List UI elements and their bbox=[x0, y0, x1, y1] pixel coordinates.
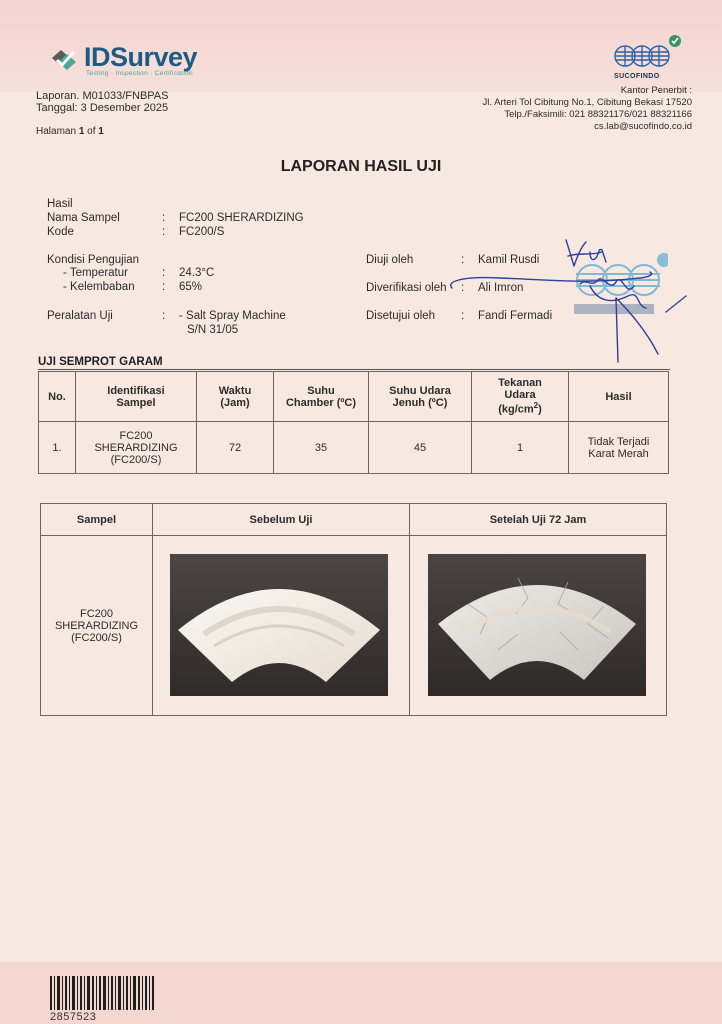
kode-label: Kode bbox=[47, 226, 74, 238]
temperatur-value: 24.3°C bbox=[179, 267, 215, 279]
kelembaban-label: - Kelembaban bbox=[63, 281, 135, 293]
idsurvey-tagline: Testing · Inspection · Certification bbox=[86, 70, 193, 77]
issuer-address: Jl. Arteri Tol Cibitung No.1, Cibitung Bekasi 17520 bbox=[482, 97, 692, 108]
sucofindo-brand: SUCOFINDO bbox=[614, 73, 660, 80]
header-suhu-chamber: Suhu Chamber (ºC) bbox=[274, 372, 369, 422]
header-identifikasi: Identifikasi Sampel bbox=[76, 372, 197, 422]
kode-value: FC200/S bbox=[179, 226, 225, 238]
sucofindo-leaf-icon bbox=[668, 34, 682, 48]
report-title: LAPORAN HASIL UJI bbox=[280, 158, 442, 175]
cell-suhu-udara: 45 bbox=[369, 422, 472, 474]
cell-sampel: FC200 SHERARDIZING (FC200/S) bbox=[76, 422, 197, 474]
colon: : bbox=[162, 310, 166, 322]
issuer-email: cs.lab@sucofindo.co.id bbox=[594, 121, 692, 132]
header-sebelum: Sebelum Uji bbox=[153, 504, 410, 536]
header-tekanan: Tekanan Udara $(kg/cm^2)$ bbox=[472, 372, 569, 422]
sucofindo-logo-icon bbox=[614, 43, 670, 69]
header-suhu-udara: Suhu Udara Jenuh (ºC) bbox=[369, 372, 472, 422]
peralatan-value: - Salt Spray Machine bbox=[179, 310, 286, 322]
photo-header-row bbox=[41, 504, 667, 536]
diuji-label: Diuji oleh bbox=[366, 254, 414, 266]
issuer-phone: Telp./Faksimili: 021 88321176/021 88321166 bbox=[504, 109, 692, 120]
diverifikasi-label: Diverifikasi oleh bbox=[366, 282, 447, 294]
peralatan-serial: S/N 31/05 bbox=[187, 324, 239, 336]
cell-photo-sampel: FC200 SHERARDIZING (FC200/S) bbox=[41, 536, 153, 716]
before-test-photo bbox=[170, 554, 388, 696]
table-row bbox=[39, 422, 669, 474]
colon: : bbox=[461, 310, 465, 322]
hasil-label: Hasil bbox=[47, 198, 73, 210]
page-indicator: Halaman 1 of 1 bbox=[36, 126, 104, 137]
table-header-row bbox=[39, 372, 669, 422]
nama-sampel-label: Nama Sampel bbox=[47, 212, 120, 224]
barcode bbox=[50, 976, 154, 1010]
colon: : bbox=[461, 282, 465, 294]
diuji-value: Kamil Rusdi bbox=[478, 254, 540, 266]
handwritten-signatures bbox=[440, 222, 710, 364]
cell-tekanan: 1 bbox=[472, 422, 569, 474]
report-date: Tanggal: 3 Desember 2025 bbox=[36, 102, 169, 114]
diverifikasi-value: Ali Imron bbox=[478, 282, 524, 294]
colon: : bbox=[162, 281, 166, 293]
cell-hasil: Tidak Terjadi Karat Merah bbox=[569, 422, 669, 474]
barcode-number: 2857523 bbox=[50, 1011, 97, 1023]
header-hasil: Hasil bbox=[569, 372, 669, 422]
after-test-photo bbox=[428, 554, 646, 696]
idsurvey-logo-icon bbox=[48, 44, 80, 76]
header-setelah: Setelah Uji 72 Jam bbox=[410, 504, 667, 536]
report-number: Laporan. M01033/FNBPAS bbox=[36, 90, 169, 102]
disetujui-label: Disetujui oleh bbox=[366, 310, 436, 322]
salt-spray-table bbox=[38, 371, 669, 474]
disetujui-value: Fandi Fermadi bbox=[478, 310, 553, 322]
kelembaban-value: 65% bbox=[179, 281, 203, 293]
colon: : bbox=[461, 254, 465, 266]
cell-no: 1. bbox=[39, 422, 76, 474]
peralatan-label: Peralatan Uji bbox=[47, 310, 113, 322]
header-no: No. bbox=[39, 372, 76, 422]
cell-waktu: 72 bbox=[197, 422, 274, 474]
temperatur-label: - Temperatur bbox=[63, 267, 128, 279]
section-title: UJI SEMPROT GARAM bbox=[38, 356, 163, 368]
colon: : bbox=[162, 267, 166, 279]
colon: : bbox=[162, 226, 166, 238]
section-divider bbox=[38, 369, 670, 370]
issuer-label: Kantor Penerbit : bbox=[620, 85, 692, 96]
header-waktu: Waktu (Jam) bbox=[197, 372, 274, 422]
kondisi-label: Kondisi Pengujian bbox=[47, 254, 140, 266]
colon: : bbox=[162, 212, 166, 224]
idsurvey-logo-text: IDSurvey bbox=[84, 42, 198, 72]
cell-suhu-chamber: 35 bbox=[274, 422, 369, 474]
header-sampel: Sampel bbox=[41, 504, 153, 536]
nama-sampel-value: FC200 SHERARDIZING bbox=[179, 212, 304, 224]
